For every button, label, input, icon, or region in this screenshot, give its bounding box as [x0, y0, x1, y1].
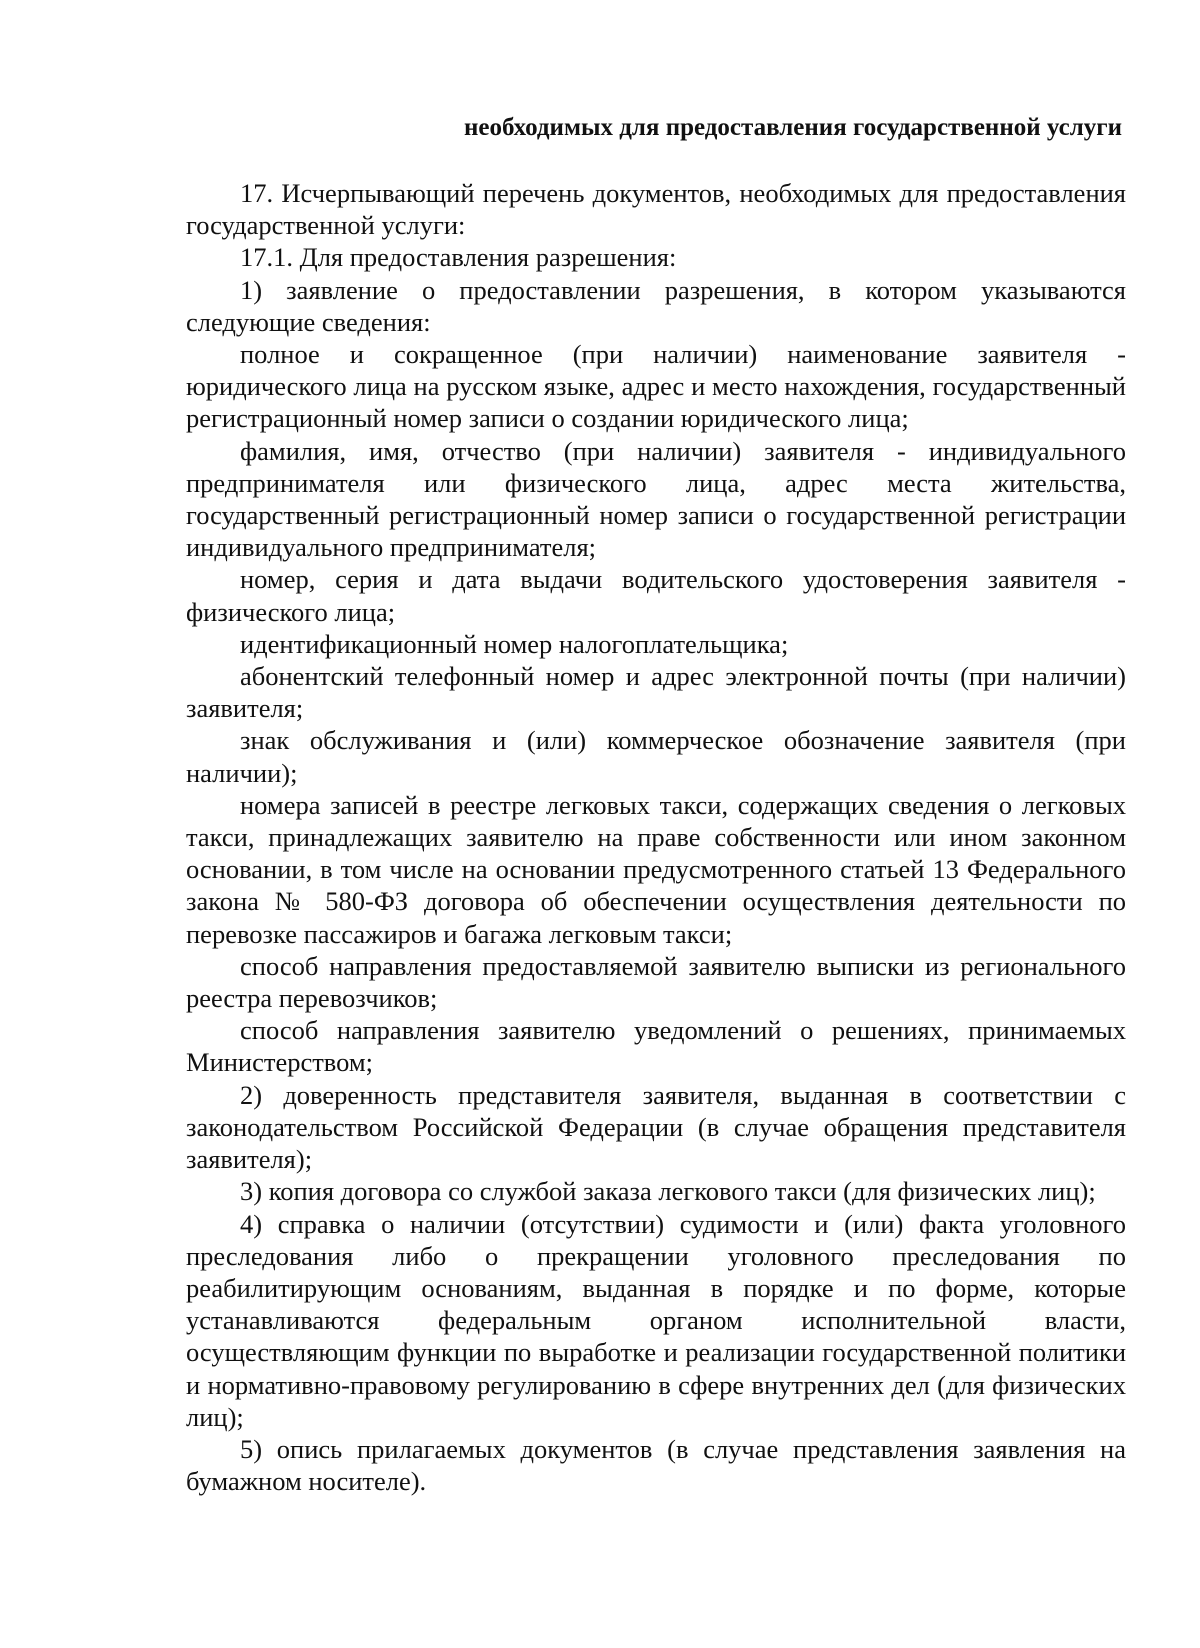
paragraph-item-3: 3) копия договора со службой заказа легкового такси (для физических лиц); [240, 1176, 1096, 1207]
paragraph-item-4: 4) справка о наличии (отсутствии) судимости и (или) факта уголовного преследования либо о прекращении уголовного преследования по реабилитирующим основаниям, выданная в порядке и по форме, которые устанавливаются федеральным органом исполнительной власти, осуществляющим функции по выработке и реализации государственной политики и нормативно-правовому регулированию в сфере внутренних дел (для физических лиц); [186, 1208, 1126, 1432]
paragraph-17-1: 17.1. Для предоставления разрешения: [240, 242, 677, 273]
paragraph-tax-id: идентификационный номер налогоплательщика; [240, 628, 789, 659]
section-heading: необходимых для предоставления государственной услуги [464, 114, 1122, 141]
paragraph-item-1: 1) заявление о предоставлении разрешения, в котором указываются следующие сведения: [186, 274, 1126, 337]
paragraph-notification-method: способ направления заявителю уведомлений о решениях, принимаемых Министерством; [186, 1015, 1126, 1078]
paragraph-17: 17. Исчерпывающий перечень документов, необходимых для предоставления государственной услуги: [186, 178, 1126, 241]
paragraph-taxi-registry: номера записей в реестре легковых такси, содержащих сведения о легковых такси, принадлежащих заявителю на праве собственности или ином законном основании, в том числе на основании предусмотренного статьей 13 Федерального закона № 580-ФЗ договора об обеспечении осуществления деятельности по перевозке пассажиров и багажа легковым такси; [186, 789, 1126, 949]
paragraph-extract-method: способ направления предоставляемой заявителю выписки из регионального реестра перевозчиков; [186, 950, 1126, 1014]
paragraph-service-mark: знак обслуживания и (или) коммерческое обозначение заявителя (при наличии); [186, 725, 1126, 788]
paragraph-legal-entity-name: полное и сокращенное (при наличии) наименование заявителя - юридического лица на русском языке, адрес и место нахождения, государственный регистрационный номер записи о создании юридического лица; [186, 339, 1126, 434]
document-body [186, 177, 1126, 1497]
paragraph-item-2: 2) доверенность представителя заявителя, выданная в соответствии с законодательством Российской Федерации (в случае обращения представителя заявителя); [186, 1079, 1126, 1175]
paragraph-phone-email: абонентский телефонный номер и адрес электронной почты (при наличии) заявителя; [186, 661, 1126, 724]
paragraph-item-5: 5) опись прилагаемых документов (в случае представления заявления на бумажном носителе). [186, 1433, 1126, 1497]
paragraph-driver-license: номер, серия и дата выдачи водительского удостоверения заявителя - физического лица; [186, 564, 1126, 627]
paragraph-individual-name: фамилия, имя, отчество (при наличии) заявителя - индивидуального предпринимателя или физического лица, адрес места жительства, государственный регистрационный номер записи о государственной регистрации индивидуального предпринимателя; [186, 435, 1126, 563]
